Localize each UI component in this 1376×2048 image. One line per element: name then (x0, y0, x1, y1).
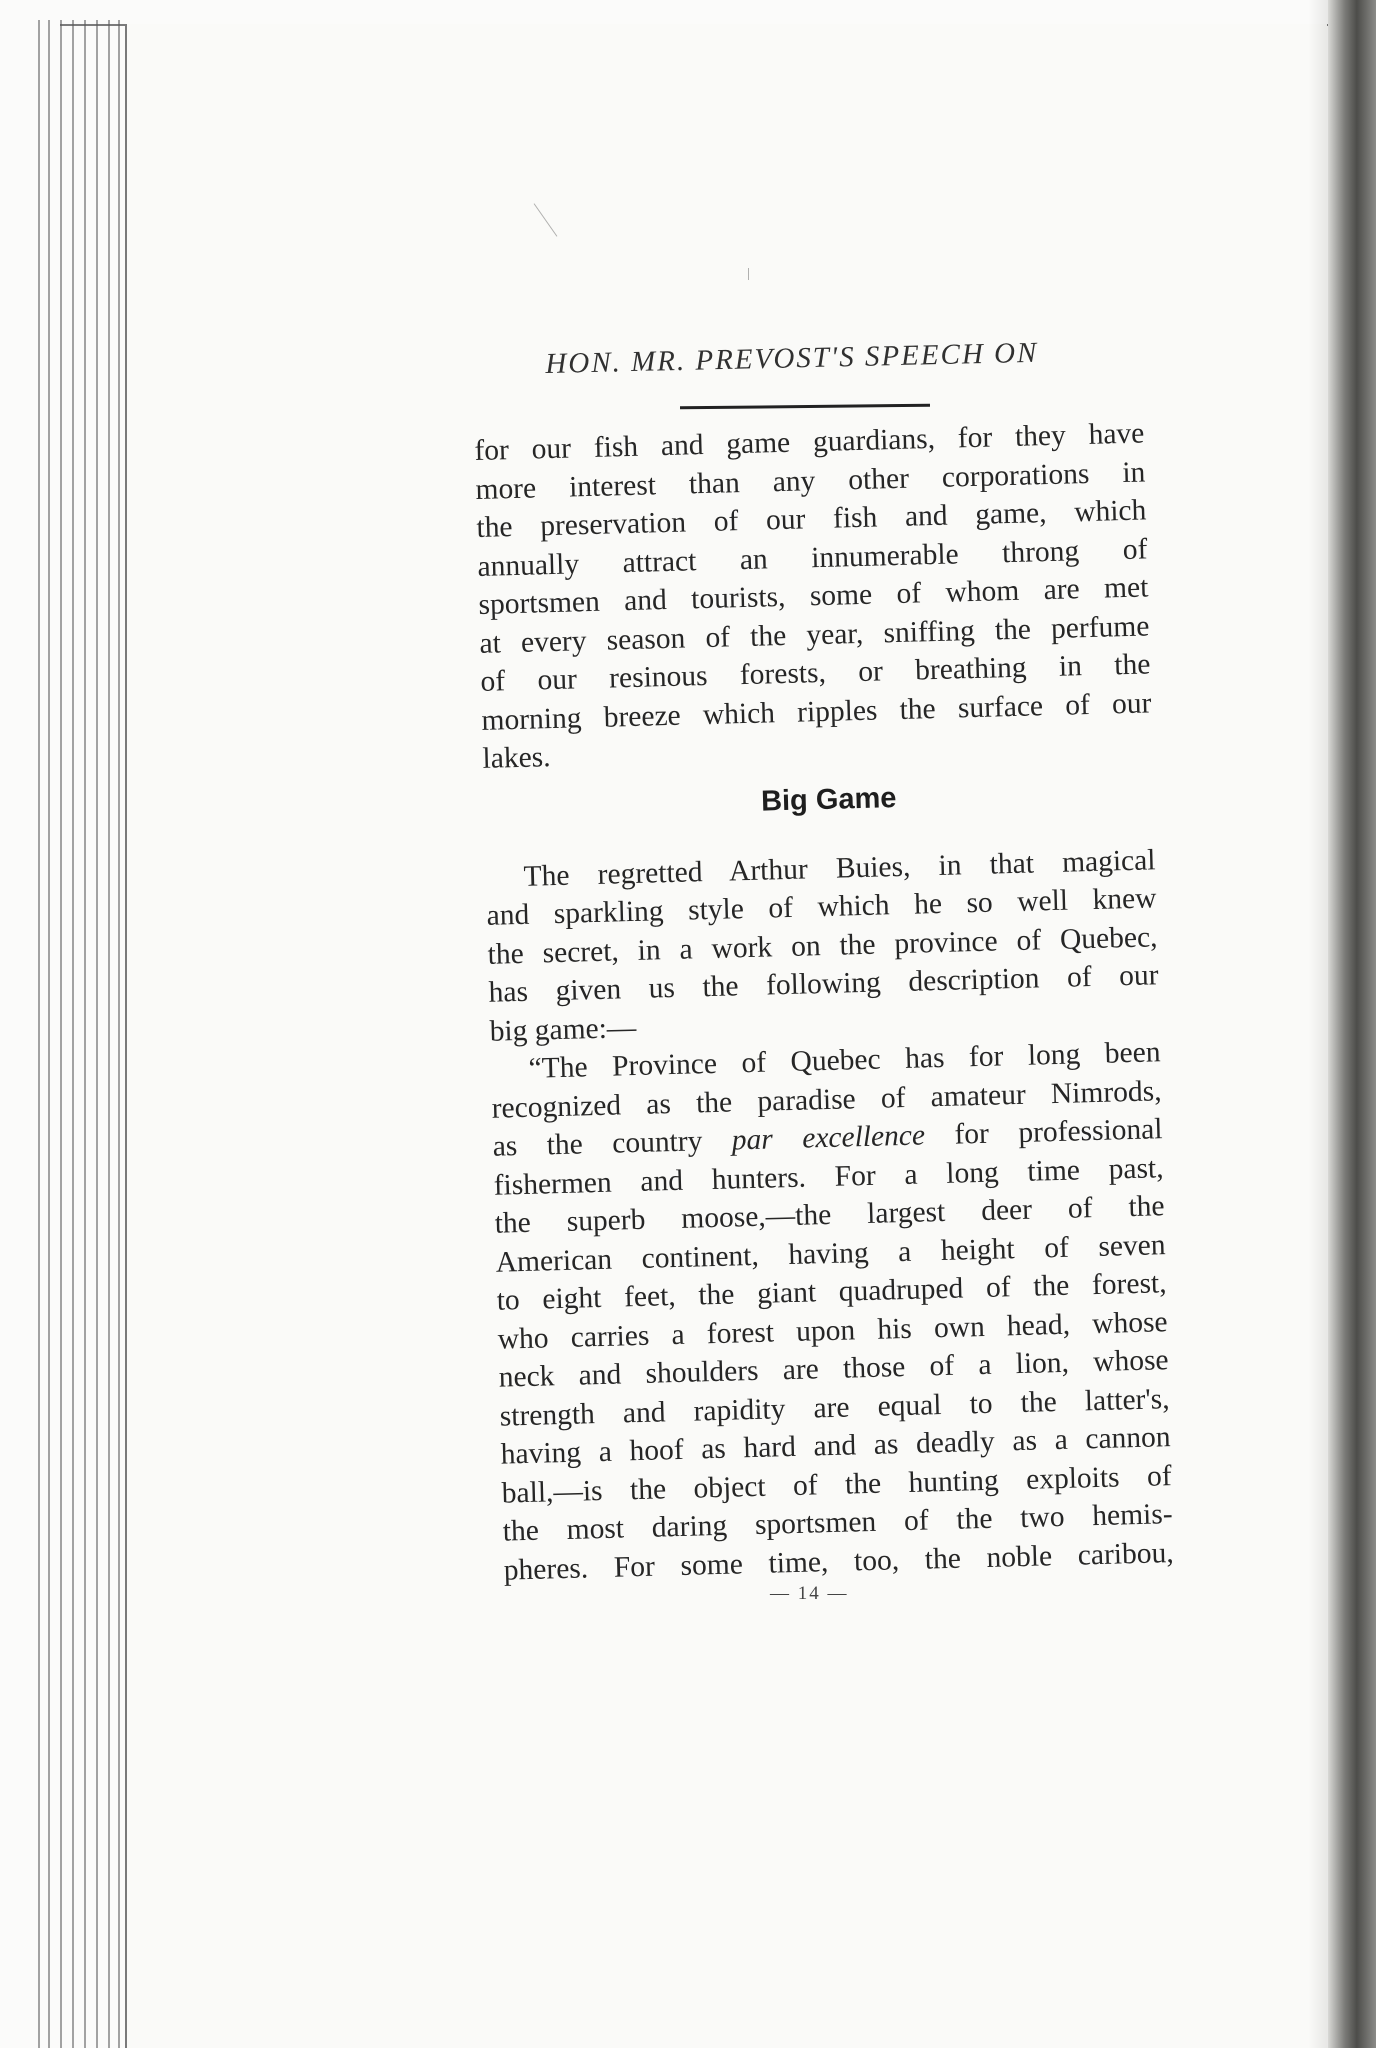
running-head: HON. MR. PREVOST'S SPEECH ON (545, 336, 1039, 380)
text-line: annually attract an innumerable throng of (477, 532, 1148, 583)
text-line: sportsmen and tourists, some of whom are met (478, 571, 1149, 621)
text-line: to eight feet, the giant quadruped of the forest, (496, 1267, 1167, 1317)
body-text (474, 414, 1174, 1589)
text-line: pheres. For some time, too, the noble caribou, (503, 1536, 1174, 1587)
text-line: recognized as the paradise of amateur Nimrods, (491, 1074, 1162, 1125)
text-line: “The Province of Quebec has for long been (528, 1036, 1161, 1085)
text-line: strength and rapidity are equal to the latter's, (499, 1382, 1170, 1433)
page-top-edge (60, 0, 1330, 26)
text-line: of our resinous forests, or breathing in the (480, 648, 1151, 698)
binding-shadow (1308, 0, 1328, 2048)
page-number: — 14 — (770, 1583, 849, 1604)
text-line: for our fish and game guardians, for they have (474, 417, 1145, 467)
book-binding (1328, 0, 1376, 2048)
text-line: ball,—is the object of the hunting exploits of (501, 1459, 1172, 1510)
text-line: who carries a forest upon his own head, whose (497, 1305, 1168, 1356)
text-line: American continent, having a height of seven (495, 1228, 1166, 1279)
text-line: the secret, in a work on the province of Quebec, (487, 920, 1158, 971)
text-line: at every season of the year, sniffing the perfume (479, 609, 1150, 660)
text-line: neck and shoulders are those of a lion, whose (498, 1344, 1169, 1394)
paragraph-2 (485, 841, 1160, 1051)
text-line: The regretted Arthur Buies, in that magical (523, 843, 1156, 893)
paragraph-3 (490, 1033, 1174, 1589)
text-fragment: for professional (924, 1113, 1163, 1152)
text-line: having a hoof as hard and as deadly as a cannon (500, 1421, 1171, 1471)
text-line: big game:— (489, 1011, 637, 1048)
paragraph-1 (474, 414, 1153, 778)
stacked-page-edges (38, 20, 133, 2048)
scan-mark (748, 268, 749, 280)
text-line: the preservation of our fish and game, which (476, 494, 1147, 544)
text-fragment: as the country (492, 1124, 733, 1163)
italic-phrase: par excellence (731, 1119, 926, 1157)
section-heading: Big Game (760, 781, 897, 818)
text-line: morning breeze which ripples the surface of our (481, 686, 1152, 737)
text-line: more interest than any other corporations in (475, 455, 1146, 506)
text-line: lakes. (482, 741, 551, 775)
text-line: the most daring sportsmen of the two hemis- (502, 1498, 1173, 1548)
text-line: fishermen and hunters. For a long time past, (493, 1151, 1164, 1202)
text-line: and sparkling style of which he so well knew (486, 882, 1157, 932)
text-line: has given us the following description of our (488, 959, 1159, 1009)
text-line: the superb moose,—the largest deer of the (494, 1190, 1165, 1240)
